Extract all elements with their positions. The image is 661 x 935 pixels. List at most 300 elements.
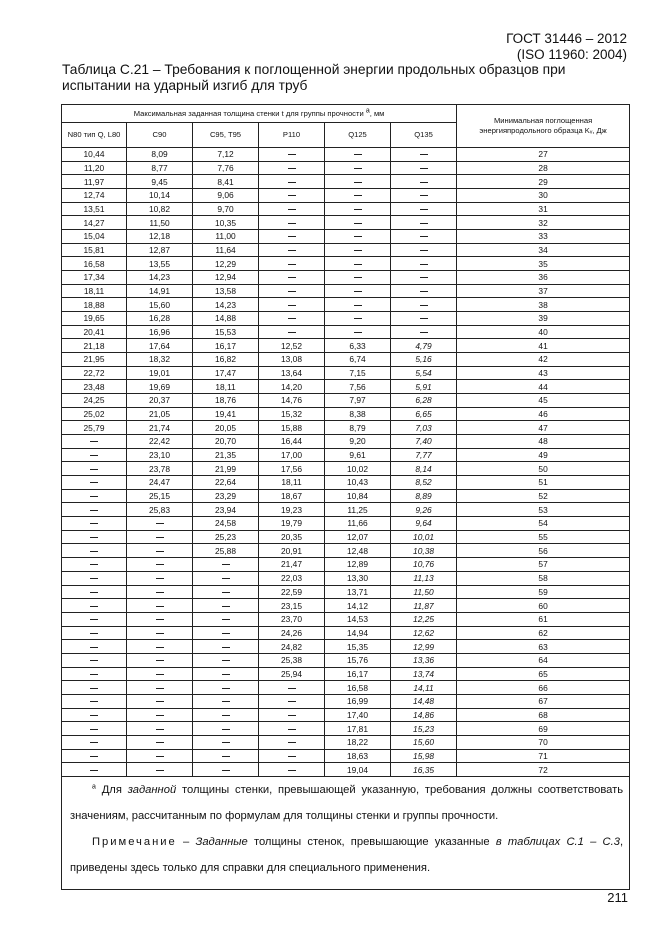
table-row [62, 571, 630, 585]
thickness-cell: 15,53 [193, 325, 259, 339]
thickness-cell: 14,91 [127, 284, 193, 298]
dash-mark [90, 510, 98, 511]
thickness-cell [62, 735, 127, 749]
thickness-cell: 20,91 [259, 544, 325, 558]
dash-mark [354, 236, 362, 237]
energy-cell: 61 [457, 612, 630, 626]
table-row [62, 612, 630, 626]
dash-mark [420, 332, 428, 333]
thickness-cell [62, 448, 127, 462]
dash-mark [156, 578, 164, 579]
dash-mark [156, 688, 164, 689]
thickness-cell [325, 243, 391, 257]
energy-cell: 29 [457, 175, 630, 189]
thickness-cell [62, 517, 127, 531]
thickness-cell: 4,79 [391, 339, 457, 353]
table-row [62, 558, 630, 572]
thickness-cell: 17,81 [325, 722, 391, 736]
table-row [62, 175, 630, 189]
thickness-cell [127, 667, 193, 681]
dash-mark [354, 182, 362, 183]
thickness-cell [127, 544, 193, 558]
thickness-cell [259, 325, 325, 339]
table-row [62, 735, 630, 749]
table-row [62, 394, 630, 408]
table-row [62, 640, 630, 654]
thickness-cell [391, 298, 457, 312]
thickness-cell: 10,02 [325, 462, 391, 476]
thickness-cell: 14,20 [259, 380, 325, 394]
dash-mark [90, 606, 98, 607]
thickness-cell: 14,23 [193, 298, 259, 312]
energy-cell: 57 [457, 558, 630, 572]
table-row [62, 708, 630, 722]
thickness-cell: 15,81 [62, 243, 127, 257]
thickness-cell: 9,70 [193, 202, 259, 216]
thickness-cell [62, 435, 127, 449]
thickness-cell: 18,76 [193, 394, 259, 408]
table-row [62, 667, 630, 681]
thickness-cell [391, 216, 457, 230]
thickness-cell [259, 763, 325, 777]
dash-mark [354, 154, 362, 155]
thickness-cell: 10,14 [127, 189, 193, 203]
table-row [62, 366, 630, 380]
thickness-cell: 21,95 [62, 353, 127, 367]
energy-cell: 34 [457, 243, 630, 257]
thickness-cell: 8,41 [193, 175, 259, 189]
thickness-cell [62, 503, 127, 517]
thickness-cell: 25,02 [62, 407, 127, 421]
table-notes [62, 776, 630, 889]
thickness-cell [62, 612, 127, 626]
thickness-cell [193, 599, 259, 613]
thickness-cell [259, 257, 325, 271]
dash-mark [90, 455, 98, 456]
energy-cell: 36 [457, 271, 630, 285]
thickness-cell: 8,79 [325, 421, 391, 435]
thickness-cell: 12,29 [193, 257, 259, 271]
column-header: C90 [127, 123, 193, 148]
thickness-cell: 19,23 [259, 503, 325, 517]
dash-mark [288, 291, 296, 292]
thickness-cell: 10,44 [62, 148, 127, 162]
table-row [62, 489, 630, 503]
energy-cell: 32 [457, 216, 630, 230]
thickness-cell [62, 585, 127, 599]
dash-mark [354, 168, 362, 169]
thickness-cell: 18,63 [325, 749, 391, 763]
thickness-cell [325, 257, 391, 271]
table-row [62, 476, 630, 490]
thickness-cell: 21,18 [62, 339, 127, 353]
table-row [62, 257, 630, 271]
energy-cell: 43 [457, 366, 630, 380]
dash-mark [156, 756, 164, 757]
table-row [62, 763, 630, 777]
thickness-cell [127, 681, 193, 695]
dash-mark [90, 619, 98, 620]
thickness-cell: 16,17 [325, 667, 391, 681]
table-row [62, 339, 630, 353]
dash-mark [222, 619, 230, 620]
thickness-cell [325, 325, 391, 339]
dash-mark [156, 742, 164, 743]
thickness-cell: 11,20 [62, 161, 127, 175]
dash-mark [288, 154, 296, 155]
thickness-cell: 16,96 [127, 325, 193, 339]
thickness-cell [259, 271, 325, 285]
dash-mark [90, 715, 98, 716]
dash-mark [288, 168, 296, 169]
thickness-cell: 11,13 [391, 571, 457, 585]
dash-mark [156, 647, 164, 648]
thickness-cell [259, 735, 325, 749]
table-row [62, 722, 630, 736]
thickness-cell [62, 544, 127, 558]
thickness-cell: 19,04 [325, 763, 391, 777]
thickness-cell: 17,47 [193, 366, 259, 380]
dash-mark [90, 729, 98, 730]
dash-mark [90, 578, 98, 579]
thickness-cell: 10,76 [391, 558, 457, 572]
dash-mark [90, 551, 98, 552]
dash-mark [90, 564, 98, 565]
dash-mark [354, 264, 362, 265]
dash-mark [288, 729, 296, 730]
dash-mark [90, 469, 98, 470]
thickness-cell [259, 722, 325, 736]
dash-mark [222, 592, 230, 593]
energy-cell: 69 [457, 722, 630, 736]
thickness-cell [62, 599, 127, 613]
thickness-cell: 14,76 [259, 394, 325, 408]
thickness-cell: 14,11 [391, 681, 457, 695]
column-header: C95, T95 [193, 123, 259, 148]
energy-cell: 44 [457, 380, 630, 394]
thickness-cell: 13,30 [325, 571, 391, 585]
energy-cell: 53 [457, 503, 630, 517]
dash-mark [288, 195, 296, 196]
thickness-cell: 23,78 [127, 462, 193, 476]
thickness-cell [391, 312, 457, 326]
energy-cell: 66 [457, 681, 630, 695]
thickness-cell: 19,41 [193, 407, 259, 421]
thickness-cell: 12,74 [62, 189, 127, 203]
dash-mark [288, 756, 296, 757]
thickness-cell: 15,23 [391, 722, 457, 736]
table-row [62, 243, 630, 257]
table-row [62, 271, 630, 285]
dash-mark [288, 182, 296, 183]
dash-mark [222, 564, 230, 565]
dash-mark [222, 633, 230, 634]
thickness-cell: 9,26 [391, 503, 457, 517]
thickness-cell: 16,28 [127, 312, 193, 326]
dash-mark [156, 537, 164, 538]
dash-mark [90, 770, 98, 771]
thickness-cell [193, 735, 259, 749]
thickness-cell: 17,00 [259, 448, 325, 462]
energy-cell: 63 [457, 640, 630, 654]
dash-mark [288, 742, 296, 743]
thickness-cell [62, 722, 127, 736]
thickness-cell: 16,82 [193, 353, 259, 367]
thickness-cell [325, 202, 391, 216]
dash-mark [90, 647, 98, 648]
thickness-cell [127, 722, 193, 736]
table-row [62, 161, 630, 175]
thickness-cell: 21,74 [127, 421, 193, 435]
thickness-cell: 18,88 [62, 298, 127, 312]
thickness-cell [127, 585, 193, 599]
dash-mark [222, 756, 230, 757]
dash-mark [156, 564, 164, 565]
thickness-cell: 10,82 [127, 202, 193, 216]
table-row [62, 653, 630, 667]
thickness-cell: 13,58 [193, 284, 259, 298]
dash-mark [288, 332, 296, 333]
dash-mark [288, 236, 296, 237]
thickness-cell [127, 571, 193, 585]
table-row [62, 435, 630, 449]
table-row [62, 749, 630, 763]
thickness-cell [259, 708, 325, 722]
thickness-cell: 6,74 [325, 353, 391, 367]
thickness-cell: 15,98 [391, 749, 457, 763]
thickness-cell: 14,94 [325, 626, 391, 640]
thickness-cell: 10,01 [391, 530, 457, 544]
dash-mark [90, 592, 98, 593]
thickness-cell: 13,08 [259, 353, 325, 367]
dash-mark [222, 770, 230, 771]
thickness-cell [193, 571, 259, 585]
thickness-cell: 10,84 [325, 489, 391, 503]
thickness-cell [391, 230, 457, 244]
thickness-cell [325, 161, 391, 175]
thickness-cell [259, 202, 325, 216]
thickness-cell: 18,11 [259, 476, 325, 490]
thickness-cell: 24,25 [62, 394, 127, 408]
dash-mark [354, 332, 362, 333]
thickness-cell: 12,48 [325, 544, 391, 558]
thickness-cell: 20,70 [193, 435, 259, 449]
energy-cell: 42 [457, 353, 630, 367]
dash-mark [420, 305, 428, 306]
dash-mark [354, 318, 362, 319]
thickness-cell: 9,45 [127, 175, 193, 189]
dash-mark [288, 688, 296, 689]
dash-mark [156, 729, 164, 730]
energy-cell: 45 [457, 394, 630, 408]
thickness-cell: 21,99 [193, 462, 259, 476]
thickness-cell: 6,28 [391, 394, 457, 408]
thickness-cell: 15,88 [259, 421, 325, 435]
thickness-cell: 17,34 [62, 271, 127, 285]
thickness-cell [259, 312, 325, 326]
thickness-cell: 9,61 [325, 448, 391, 462]
dash-mark [222, 606, 230, 607]
table-row [62, 312, 630, 326]
thickness-cell [193, 585, 259, 599]
thickness-cell: 20,41 [62, 325, 127, 339]
dash-mark [354, 291, 362, 292]
dash-mark [222, 660, 230, 661]
thickness-cell [127, 517, 193, 531]
energy-cell: 67 [457, 694, 630, 708]
thickness-cell [391, 271, 457, 285]
dash-mark [222, 647, 230, 648]
thickness-cell: 14,23 [127, 271, 193, 285]
energy-cell: 64 [457, 653, 630, 667]
thickness-cell [259, 216, 325, 230]
thickness-cell [391, 257, 457, 271]
thickness-cell [62, 653, 127, 667]
thickness-cell: 25,79 [62, 421, 127, 435]
thickness-cell: 13,64 [259, 366, 325, 380]
table-row [62, 202, 630, 216]
thickness-cell [127, 694, 193, 708]
dash-mark [222, 674, 230, 675]
dash-mark [420, 209, 428, 210]
energy-cell: 62 [457, 626, 630, 640]
thickness-cell: 13,36 [391, 653, 457, 667]
thickness-cell [127, 640, 193, 654]
thickness-cell [259, 230, 325, 244]
page-number: 211 [607, 890, 628, 905]
thickness-cell: 25,88 [193, 544, 259, 558]
thickness-cell: 8,52 [391, 476, 457, 490]
thickness-cell [259, 243, 325, 257]
thickness-cell: 17,40 [325, 708, 391, 722]
dash-mark [288, 250, 296, 251]
table-row [62, 284, 630, 298]
thickness-cell: 14,12 [325, 599, 391, 613]
thickness-cell: 11,25 [325, 503, 391, 517]
dash-mark [222, 742, 230, 743]
thickness-cell [325, 175, 391, 189]
dash-mark [420, 264, 428, 265]
thickness-cell: 12,18 [127, 230, 193, 244]
energy-cell: 59 [457, 585, 630, 599]
thickness-cell [62, 558, 127, 572]
table-row [62, 325, 630, 339]
dash-mark [420, 277, 428, 278]
thickness-cell: 5,54 [391, 366, 457, 380]
thickness-cell [127, 653, 193, 667]
thickness-cell [62, 571, 127, 585]
energy-cell: 60 [457, 599, 630, 613]
energy-cell: 28 [457, 161, 630, 175]
thickness-cell: 11,50 [391, 585, 457, 599]
table-row [62, 462, 630, 476]
thickness-cell: 19,65 [62, 312, 127, 326]
energy-cell: 51 [457, 476, 630, 490]
thickness-cell [391, 175, 457, 189]
thickness-cell [127, 763, 193, 777]
thickness-cell: 23,48 [62, 380, 127, 394]
dash-mark [90, 756, 98, 757]
thickness-cell: 6,33 [325, 339, 391, 353]
thickness-cell: 22,59 [259, 585, 325, 599]
energy-cell: 35 [457, 257, 630, 271]
thickness-cell [193, 558, 259, 572]
thickness-cell: 12,25 [391, 612, 457, 626]
thickness-cell [127, 612, 193, 626]
energy-requirements-table [61, 104, 630, 890]
thickness-cell: 7,40 [391, 435, 457, 449]
dash-mark [420, 168, 428, 169]
thickness-cell: 5,91 [391, 380, 457, 394]
thickness-cell: 15,76 [325, 653, 391, 667]
thickness-cell [325, 148, 391, 162]
dash-mark [90, 482, 98, 483]
wall-thickness-group-header: Максимальная заданная толщина стенки t для группы прочности a, мм [62, 105, 457, 123]
thickness-cell [391, 325, 457, 339]
thickness-cell [193, 749, 259, 763]
thickness-cell: 9,06 [193, 189, 259, 203]
min-energy-header: Минимальная поглощенная энергияпродольного образца Kᵥ, Дж [457, 105, 630, 148]
thickness-cell: 20,05 [193, 421, 259, 435]
thickness-cell [391, 161, 457, 175]
dash-mark [420, 318, 428, 319]
thickness-cell: 16,17 [193, 339, 259, 353]
thickness-cell [127, 708, 193, 722]
thickness-cell: 13,55 [127, 257, 193, 271]
thickness-cell: 12,87 [127, 243, 193, 257]
dash-mark [354, 250, 362, 251]
thickness-cell: 15,04 [62, 230, 127, 244]
thickness-cell: 20,37 [127, 394, 193, 408]
thickness-cell: 8,89 [391, 489, 457, 503]
dash-mark [90, 537, 98, 538]
energy-cell: 31 [457, 202, 630, 216]
thickness-cell: 21,05 [127, 407, 193, 421]
dash-mark [156, 701, 164, 702]
energy-cell: 72 [457, 763, 630, 777]
dash-mark [354, 277, 362, 278]
thickness-cell [259, 148, 325, 162]
energy-cell: 65 [457, 667, 630, 681]
energy-cell: 58 [457, 571, 630, 585]
dash-mark [222, 578, 230, 579]
thickness-cell [127, 599, 193, 613]
thickness-cell: 11,50 [127, 216, 193, 230]
dash-mark [222, 715, 230, 716]
thickness-cell: 11,87 [391, 599, 457, 613]
table-row [62, 626, 630, 640]
table-row [62, 694, 630, 708]
thickness-cell: 23,29 [193, 489, 259, 503]
iso-reference: (ISO 11960: 2004) [516, 47, 627, 62]
thickness-cell: 16,58 [325, 681, 391, 695]
table-row [62, 448, 630, 462]
thickness-cell: 10,43 [325, 476, 391, 490]
energy-cell: 52 [457, 489, 630, 503]
energy-cell: 37 [457, 284, 630, 298]
thickness-cell: 18,32 [127, 353, 193, 367]
thickness-cell [391, 148, 457, 162]
table-row [62, 189, 630, 203]
thickness-cell: 16,99 [325, 694, 391, 708]
dash-mark [90, 701, 98, 702]
thickness-cell: 15,60 [127, 298, 193, 312]
dash-mark [420, 250, 428, 251]
dash-mark [156, 660, 164, 661]
thickness-cell: 11,64 [193, 243, 259, 257]
dash-mark [288, 264, 296, 265]
thickness-cell [259, 284, 325, 298]
